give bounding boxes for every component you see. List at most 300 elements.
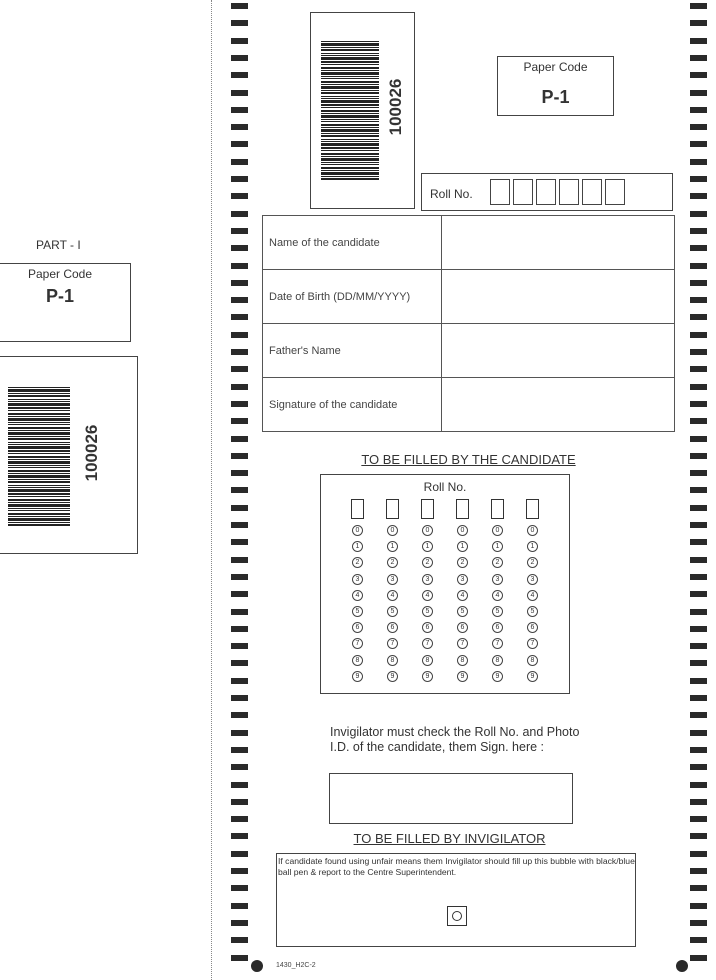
timing-mark xyxy=(690,799,707,805)
barcode-bar xyxy=(8,395,70,397)
left-paper-code-value: P-1 xyxy=(45,286,74,306)
roll-no-bubble[interactable]: 9 xyxy=(492,671,503,682)
dob-label: Date of Birth (DD/MM/YYYY) xyxy=(263,270,442,324)
roll-no-bubble[interactable]: 1 xyxy=(492,541,503,552)
roll-no-bubble[interactable]: 5 xyxy=(422,606,433,617)
timing-mark xyxy=(231,920,248,926)
barcode-bar xyxy=(321,55,379,56)
barcode-bar xyxy=(321,107,379,108)
roll-no-bubble[interactable]: 3 xyxy=(422,574,433,585)
roll-no-digit-box[interactable] xyxy=(421,499,434,519)
timing-mark xyxy=(690,332,707,338)
barcode-bar xyxy=(8,389,70,392)
barcode-bar xyxy=(321,147,379,149)
roll-no-digit-box[interactable] xyxy=(491,499,504,519)
barcode-bar xyxy=(8,424,70,425)
roll-no-bubble[interactable]: 5 xyxy=(527,606,538,617)
roll-no-digit-box[interactable] xyxy=(526,499,539,519)
barcode-bar xyxy=(8,387,70,388)
timing-mark xyxy=(231,280,248,286)
roll-no-bubble[interactable]: 8 xyxy=(352,655,363,666)
roll-no-bubble[interactable]: 3 xyxy=(352,574,363,585)
timing-mark xyxy=(231,141,248,147)
footer-dot-left xyxy=(251,960,263,972)
roll-no-bubble[interactable]: 7 xyxy=(457,638,468,649)
name-label: Name of the candidate xyxy=(263,216,442,270)
timing-mark xyxy=(231,851,248,857)
barcode-bar xyxy=(321,96,379,97)
barcode-bar xyxy=(8,427,70,429)
roll-no-bubble[interactable]: 8 xyxy=(492,655,503,666)
barcode-bar xyxy=(8,473,70,474)
barcode-bar xyxy=(321,110,379,112)
candidate-info-table xyxy=(262,215,675,432)
barcode-bar xyxy=(321,57,379,60)
timing-mark xyxy=(231,245,248,251)
table-row xyxy=(263,324,675,378)
timing-mark xyxy=(231,643,248,649)
barcode-bar xyxy=(321,178,379,180)
roll-no-bubble[interactable]: 8 xyxy=(457,655,468,666)
barcode-bar xyxy=(8,450,70,452)
timing-mark xyxy=(690,574,707,580)
timing-mark xyxy=(231,297,248,303)
roll-no-bubble[interactable]: 6 xyxy=(352,622,363,633)
barcode-bar xyxy=(8,442,70,443)
header-paper-code-box xyxy=(497,56,614,116)
timing-mark xyxy=(231,591,248,597)
timing-mark xyxy=(231,730,248,736)
barcode-bar xyxy=(8,461,70,464)
roll-no-bubble[interactable]: 9 xyxy=(527,671,538,682)
timing-mark xyxy=(690,72,707,78)
timing-mark xyxy=(231,833,248,839)
timing-mark xyxy=(690,280,707,286)
timing-mark xyxy=(231,522,248,528)
timing-mark xyxy=(690,20,707,26)
barcode-bar xyxy=(8,499,70,501)
left-paper-code-label: Paper Code xyxy=(27,267,93,281)
timing-mark xyxy=(690,833,707,839)
barcode-bar xyxy=(321,135,379,137)
timing-mark xyxy=(690,418,707,424)
roll-no-bubble[interactable]: 0 xyxy=(527,525,538,536)
roll-no-digit-box[interactable] xyxy=(456,499,469,519)
timing-mark xyxy=(690,470,707,476)
timing-mark xyxy=(690,885,707,891)
timing-mark xyxy=(231,539,248,545)
timing-mark xyxy=(231,695,248,701)
invigilator-note: Invigilator must check the Roll No. and Photo I.D. of the candidate, them Sign. here : xyxy=(330,725,580,754)
roll-no-bubble[interactable]: 6 xyxy=(457,622,468,633)
timing-mark xyxy=(690,124,707,130)
timing-mark xyxy=(690,903,707,909)
roll-no-bubble[interactable]: 3 xyxy=(387,574,398,585)
header-roll-no-cells xyxy=(490,179,628,205)
timing-mark xyxy=(690,436,707,442)
barcode-bar xyxy=(321,124,379,126)
barcode-bar xyxy=(8,487,70,488)
timing-mark xyxy=(231,228,248,234)
barcode-bar xyxy=(8,496,70,497)
timing-mark xyxy=(690,747,707,753)
signature-field[interactable] xyxy=(442,378,675,432)
roll-no-bubble[interactable]: 4 xyxy=(422,590,433,601)
timing-mark xyxy=(690,366,707,372)
roll-no-bubble[interactable]: 2 xyxy=(527,557,538,568)
barcode-bar xyxy=(321,167,379,169)
barcode-bar xyxy=(8,422,70,423)
roll-no-bubble[interactable]: 9 xyxy=(422,671,433,682)
timing-mark xyxy=(231,903,248,909)
timing-mark xyxy=(690,487,707,493)
timing-mark xyxy=(690,764,707,770)
roll-no-bubble[interactable]: 1 xyxy=(527,541,538,552)
timing-mark xyxy=(231,470,248,476)
timing-mark xyxy=(231,349,248,355)
barcode-bar xyxy=(8,485,70,486)
dob-field[interactable] xyxy=(442,270,675,324)
timing-mark xyxy=(690,955,707,961)
roll-no-bubble[interactable]: 4 xyxy=(387,590,398,601)
timing-mark xyxy=(690,695,707,701)
barcode-bar xyxy=(321,84,379,85)
timing-mark xyxy=(690,401,707,407)
barcode-bar xyxy=(321,121,379,122)
barcode-bar xyxy=(8,410,70,411)
barcode-bar xyxy=(321,92,379,94)
barcode-bar xyxy=(321,76,379,77)
barcode-bar xyxy=(321,153,379,155)
roll-no-bubble[interactable]: 4 xyxy=(352,590,363,601)
barcode-bar xyxy=(8,504,70,507)
timing-mark xyxy=(690,263,707,269)
barcode-bar xyxy=(8,465,70,466)
timing-mark xyxy=(231,782,248,788)
roll-no-bubble[interactable]: 8 xyxy=(422,655,433,666)
timing-mark xyxy=(690,90,707,96)
roll-no-bubble[interactable]: 8 xyxy=(387,655,398,666)
barcode-bar xyxy=(8,516,70,517)
timing-mark xyxy=(690,314,707,320)
barcode-bar xyxy=(8,489,70,492)
invigilator-section-heading: TO BE FILLED BY INVIGILATOR xyxy=(353,831,546,846)
barcode-bar xyxy=(8,432,70,435)
barcode-bar xyxy=(8,438,70,440)
timing-mark xyxy=(231,678,248,684)
timing-mark xyxy=(690,141,707,147)
timing-mark xyxy=(231,955,248,961)
barcode-bar xyxy=(321,170,379,171)
roll-no-bubble[interactable]: 0 xyxy=(352,525,363,536)
barcode-bar xyxy=(8,407,70,409)
invigilator-signature-box[interactable] xyxy=(329,773,573,824)
header-barcode-box xyxy=(310,12,415,209)
timing-mark xyxy=(690,245,707,251)
timing-mark xyxy=(231,418,248,424)
roll-no-cell[interactable] xyxy=(605,179,625,205)
roll-no-bubble[interactable]: 9 xyxy=(387,671,398,682)
timing-mark xyxy=(231,764,248,770)
timing-mark xyxy=(690,3,707,9)
roll-no-bubble[interactable]: 4 xyxy=(457,590,468,601)
barcode-bar xyxy=(321,139,379,140)
roll-no-bubble[interactable]: 9 xyxy=(457,671,468,682)
barcode-bar xyxy=(321,172,379,175)
roll-no-bubble[interactable]: 1 xyxy=(457,541,468,552)
timing-mark xyxy=(690,782,707,788)
candidate-section-heading: TO BE FILLED BY THE CANDIDATE xyxy=(361,452,576,467)
table-row xyxy=(263,270,675,324)
timing-mark xyxy=(690,678,707,684)
timing-mark xyxy=(690,816,707,822)
header-paper-code-value: P-1 xyxy=(541,87,570,107)
barcode-bar xyxy=(321,143,379,146)
roll-no-cell[interactable] xyxy=(513,179,533,205)
barcode-bar xyxy=(8,508,70,509)
father-name-field[interactable] xyxy=(442,324,675,378)
roll-no-bubble[interactable]: 1 xyxy=(352,541,363,552)
barcode-bar xyxy=(321,43,379,46)
barcode-bar xyxy=(8,470,70,472)
roll-no-bubble[interactable]: 6 xyxy=(422,622,433,633)
timing-mark xyxy=(231,366,248,372)
barcode-bar xyxy=(8,401,70,402)
barcode-bar xyxy=(8,510,70,511)
barcode-bar xyxy=(8,479,70,480)
timing-mark xyxy=(231,124,248,130)
timing-mark xyxy=(231,557,248,563)
header-roll-no-label: Roll No. xyxy=(430,187,473,201)
roll-no-bubble[interactable]: 0 xyxy=(422,525,433,536)
barcode-bar xyxy=(321,64,379,65)
timing-mark xyxy=(231,384,248,390)
barcode-bar xyxy=(321,90,379,91)
barcode-bar xyxy=(321,150,379,151)
timing-mark xyxy=(231,868,248,874)
timing-mark xyxy=(231,453,248,459)
barcode-bar xyxy=(321,176,379,177)
roll-no-bubble[interactable]: 2 xyxy=(387,557,398,568)
roll-no-bubble[interactable]: 3 xyxy=(492,574,503,585)
left-barcode-number: 100026 xyxy=(82,424,101,482)
timing-mark xyxy=(690,453,707,459)
roll-no-bubble[interactable]: 2 xyxy=(492,557,503,568)
left-barcode xyxy=(8,387,70,525)
barcode-bar xyxy=(8,430,70,431)
invigilator-instruction: If candidate found using unfair means them Invigilator should fill up this bubble with black/blue ball pen & report to the Centre Superintendent. xyxy=(278,856,635,877)
timing-mark xyxy=(690,107,707,113)
barcode-bar xyxy=(321,70,379,71)
timing-mark xyxy=(690,193,707,199)
barcode-bar xyxy=(8,418,70,421)
roll-no-bubble[interactable]: 2 xyxy=(422,557,433,568)
barcode-bar xyxy=(8,493,70,495)
timing-mark xyxy=(231,263,248,269)
barcode-bar xyxy=(321,47,379,48)
barcode-bar xyxy=(8,399,70,400)
roll-no-bubble[interactable]: 3 xyxy=(527,574,538,585)
roll-no-bubble[interactable]: 0 xyxy=(457,525,468,536)
timing-mark xyxy=(690,660,707,666)
timing-mark xyxy=(231,885,248,891)
roll-no-bubble[interactable]: 5 xyxy=(387,606,398,617)
omr-roll-no-label: Roll No. xyxy=(423,480,467,494)
barcode-bar xyxy=(321,115,379,118)
timing-mark xyxy=(231,72,248,78)
header-barcode-number: 100026 xyxy=(386,78,405,136)
roll-no-bubble[interactable]: 4 xyxy=(492,590,503,601)
timing-mark xyxy=(231,747,248,753)
timing-mark xyxy=(231,332,248,338)
roll-no-bubble[interactable]: 9 xyxy=(352,671,363,682)
barcode-bar xyxy=(321,78,379,79)
barcode-bar xyxy=(8,513,70,515)
barcode-bar xyxy=(8,518,70,521)
roll-no-bubble[interactable]: 5 xyxy=(352,606,363,617)
barcode-bar xyxy=(8,459,70,460)
barcode-bar xyxy=(8,393,70,394)
timing-mark xyxy=(690,505,707,511)
roll-no-bubble[interactable]: 4 xyxy=(527,590,538,601)
timing-mark xyxy=(231,107,248,113)
name-field[interactable] xyxy=(442,216,675,270)
header-paper-code-label: Paper Code xyxy=(523,60,588,74)
roll-no-bubble[interactable]: 7 xyxy=(492,638,503,649)
unfair-means-bubble-box xyxy=(447,906,467,926)
timing-mark xyxy=(690,38,707,44)
roll-no-bubble[interactable]: 1 xyxy=(422,541,433,552)
barcode-bar xyxy=(321,141,379,142)
part-label: PART - I xyxy=(36,238,81,252)
barcode-bar xyxy=(321,53,379,54)
timing-mark xyxy=(690,920,707,926)
timing-mark xyxy=(231,626,248,632)
barcode-bar xyxy=(8,502,70,503)
timing-mark xyxy=(690,730,707,736)
timing-mark xyxy=(231,609,248,615)
timing-mark xyxy=(690,349,707,355)
barcode-bar xyxy=(321,67,379,69)
timing-mark xyxy=(690,159,707,165)
roll-no-bubble[interactable]: 1 xyxy=(387,541,398,552)
roll-no-bubble[interactable]: 6 xyxy=(492,622,503,633)
timing-mark xyxy=(690,937,707,943)
barcode-bar xyxy=(321,61,379,63)
barcode-bar xyxy=(321,129,379,132)
roll-no-bubble[interactable]: 0 xyxy=(492,525,503,536)
timing-mark xyxy=(231,505,248,511)
timing-mark xyxy=(690,539,707,545)
barcode-bar xyxy=(8,467,70,468)
timing-mark xyxy=(231,574,248,580)
barcode-bar xyxy=(321,100,379,103)
timing-mark xyxy=(690,643,707,649)
barcode-bar xyxy=(321,158,379,161)
roll-no-bubble[interactable]: 7 xyxy=(422,638,433,649)
barcode-bar xyxy=(321,119,379,120)
roll-no-bubble[interactable]: 7 xyxy=(387,638,398,649)
roll-no-cell[interactable] xyxy=(490,179,510,205)
barcode-bar xyxy=(321,113,379,114)
timing-mark xyxy=(231,159,248,165)
timing-mark xyxy=(690,557,707,563)
barcode-bar xyxy=(321,162,379,163)
barcode-bar xyxy=(321,86,379,89)
barcode-bar xyxy=(321,104,379,106)
roll-no-bubble[interactable]: 6 xyxy=(387,622,398,633)
footer-code: 1430_H2C-2 xyxy=(276,962,316,969)
header-barcode xyxy=(321,41,379,181)
timing-mark xyxy=(690,851,707,857)
timing-mark xyxy=(690,591,707,597)
barcode-bar xyxy=(321,72,379,75)
cut-line xyxy=(211,0,212,980)
timing-mark xyxy=(231,55,248,61)
timing-mark xyxy=(231,193,248,199)
timing-mark xyxy=(231,487,248,493)
barcode-bar xyxy=(8,413,70,415)
timing-mark xyxy=(231,712,248,718)
signature-label: Signature of the candidate xyxy=(263,378,442,432)
roll-no-bubble[interactable]: 6 xyxy=(527,622,538,633)
roll-no-bubble[interactable]: 5 xyxy=(457,606,468,617)
roll-no-bubble[interactable]: 5 xyxy=(492,606,503,617)
barcode-bar xyxy=(321,127,379,128)
roll-no-cell[interactable] xyxy=(536,179,556,205)
barcode-bar xyxy=(8,475,70,478)
roll-no-digit-box[interactable] xyxy=(386,499,399,519)
roll-no-cell[interactable] xyxy=(559,179,579,205)
footer-dot-right xyxy=(676,960,688,972)
roll-no-bubble[interactable]: 8 xyxy=(527,655,538,666)
barcode-bar xyxy=(8,446,70,449)
roll-no-digit-box[interactable] xyxy=(351,499,364,519)
barcode-bar xyxy=(8,403,70,406)
timing-mark xyxy=(231,38,248,44)
roll-no-bubble[interactable]: 2 xyxy=(457,557,468,568)
timing-mark xyxy=(231,90,248,96)
barcode-bar xyxy=(321,156,379,157)
barcode-bar xyxy=(321,133,379,134)
unfair-means-bubble[interactable] xyxy=(452,911,462,921)
timing-mark xyxy=(690,609,707,615)
barcode-bar xyxy=(8,522,70,523)
roll-no-bubble[interactable]: 7 xyxy=(352,638,363,649)
roll-no-bubble[interactable]: 2 xyxy=(352,557,363,568)
barcode-bar xyxy=(8,416,70,417)
timing-mark xyxy=(690,55,707,61)
roll-no-bubble[interactable]: 7 xyxy=(527,638,538,649)
timing-mark xyxy=(231,401,248,407)
table-row xyxy=(263,216,675,270)
father-name-label: Father's Name xyxy=(263,324,442,378)
roll-no-bubble[interactable]: 3 xyxy=(457,574,468,585)
left-barcode-box xyxy=(0,356,138,554)
timing-mark xyxy=(690,176,707,182)
timing-mark xyxy=(231,660,248,666)
timing-mark xyxy=(690,297,707,303)
barcode-bar xyxy=(321,164,379,165)
timing-mark xyxy=(231,436,248,442)
left-paper-code-box xyxy=(0,263,131,342)
barcode-bar xyxy=(8,436,70,437)
roll-no-cell[interactable] xyxy=(582,179,602,205)
roll-no-bubble[interactable]: 0 xyxy=(387,525,398,536)
barcode-bar xyxy=(8,481,70,483)
barcode-bar xyxy=(8,524,70,526)
barcode-bar xyxy=(321,41,379,42)
